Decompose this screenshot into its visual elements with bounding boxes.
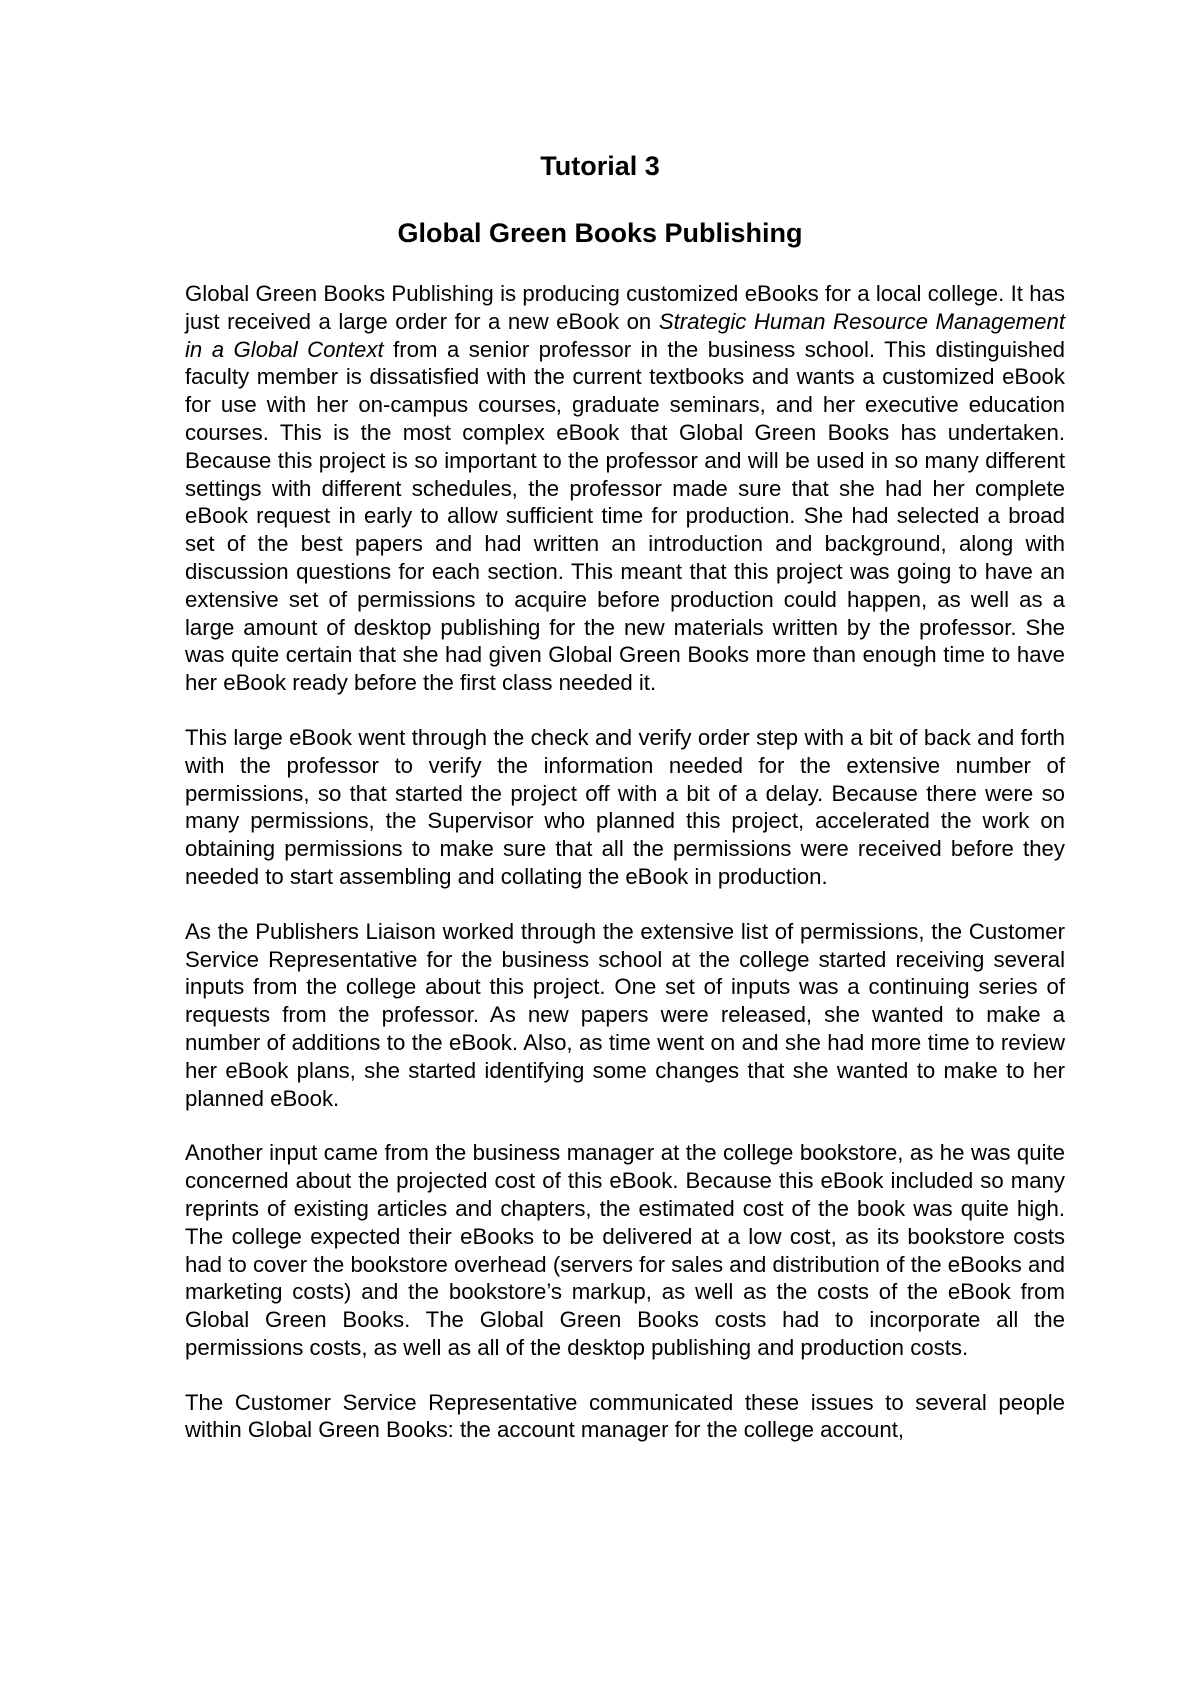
- book-title-italic: Strategic Human Resource Management in a Global Context: [185, 308, 1065, 362]
- page-subtitle: Global Green Books Publishing: [397, 218, 803, 248]
- paragraph-1: [185, 280, 1065, 697]
- paragraph-1-text-end: from a senior professor in the business school. This distinguished faculty member is dissatisfied with the current textbooks and wants a customized eBook for use with her on-campus courses, graduate seminars, and her executive education courses. This is the most complex eBook that Global Green Books has undertaken. Because this project is so important to the professor and will be used in so many different settings with different schedules, the professor made sure that she had her complete eBook request in early to allow sufficient time for production. She had selected a broad set of the best papers and had written an introduction and background, along with discussion questions for each section. This meant that this project was going to have an extensive set of permissions to acquire before production could happen, as well as a large amount of desktop publishing for the new materials written by the professor. She was quite certain that she had given Global Green Books more than enough time to have her eBook ready before the first class needed it.: [185, 336, 1066, 696]
- body-text: [185, 280, 1065, 1444]
- paragraph-1-text-start: Global Green Books Publishing is producing customized eBooks for a local college. It has just received a large order for a new eBook on: [185, 281, 1065, 334]
- paragraph-2: This large eBook went through the check and verify order step with a bit of back and forth with the professor to verify the information needed for the extensive number of permissions, so that started the project off with a bit of a delay. Because there were so many permissions, the Supervisor who planned this project, accelerated the work on obtaining permissions to make sure that all the permissions were received before they needed to start assembling and collating the eBook in production.: [185, 724, 1065, 889]
- paragraph-4: Another input came from the business manager at the college bookstore, as he was quite concerned about the projected cost of this eBook. Because this eBook included so many reprints of existing articles and chapters, the estimated cost of the book was quite high. The college expected their eBooks to be delivered at a low cost, as its bookstore costs had to cover the bookstore overhead (servers for sales and distribution of the eBooks and marketing costs) and the bookstore’s markup, as well as the costs of the eBook from Global Green Books. The Global Green Books costs had to incorporate all the permissions costs, as well as all of the desktop publishing and production costs.: [185, 1140, 1065, 1360]
- paragraph-5: The Customer Service Representative communicated these issues to several people within Global Green Books: the account manager for the college account,: [185, 1389, 1065, 1443]
- paragraph-3: As the Publishers Liaison worked through the extensive list of permissions, the Customer Service Representative for the business school at the college started receiving several inputs from the college about this project. One set of inputs was a continuing series of requests from the professor. As new papers were released, she wanted to make a number of additions to the eBook. Also, as time went on and she had more time to review her eBook plans, she started identifying some changes that she wanted to make to her planned eBook.: [185, 918, 1065, 1111]
- page-title: Tutorial 3: [540, 151, 660, 181]
